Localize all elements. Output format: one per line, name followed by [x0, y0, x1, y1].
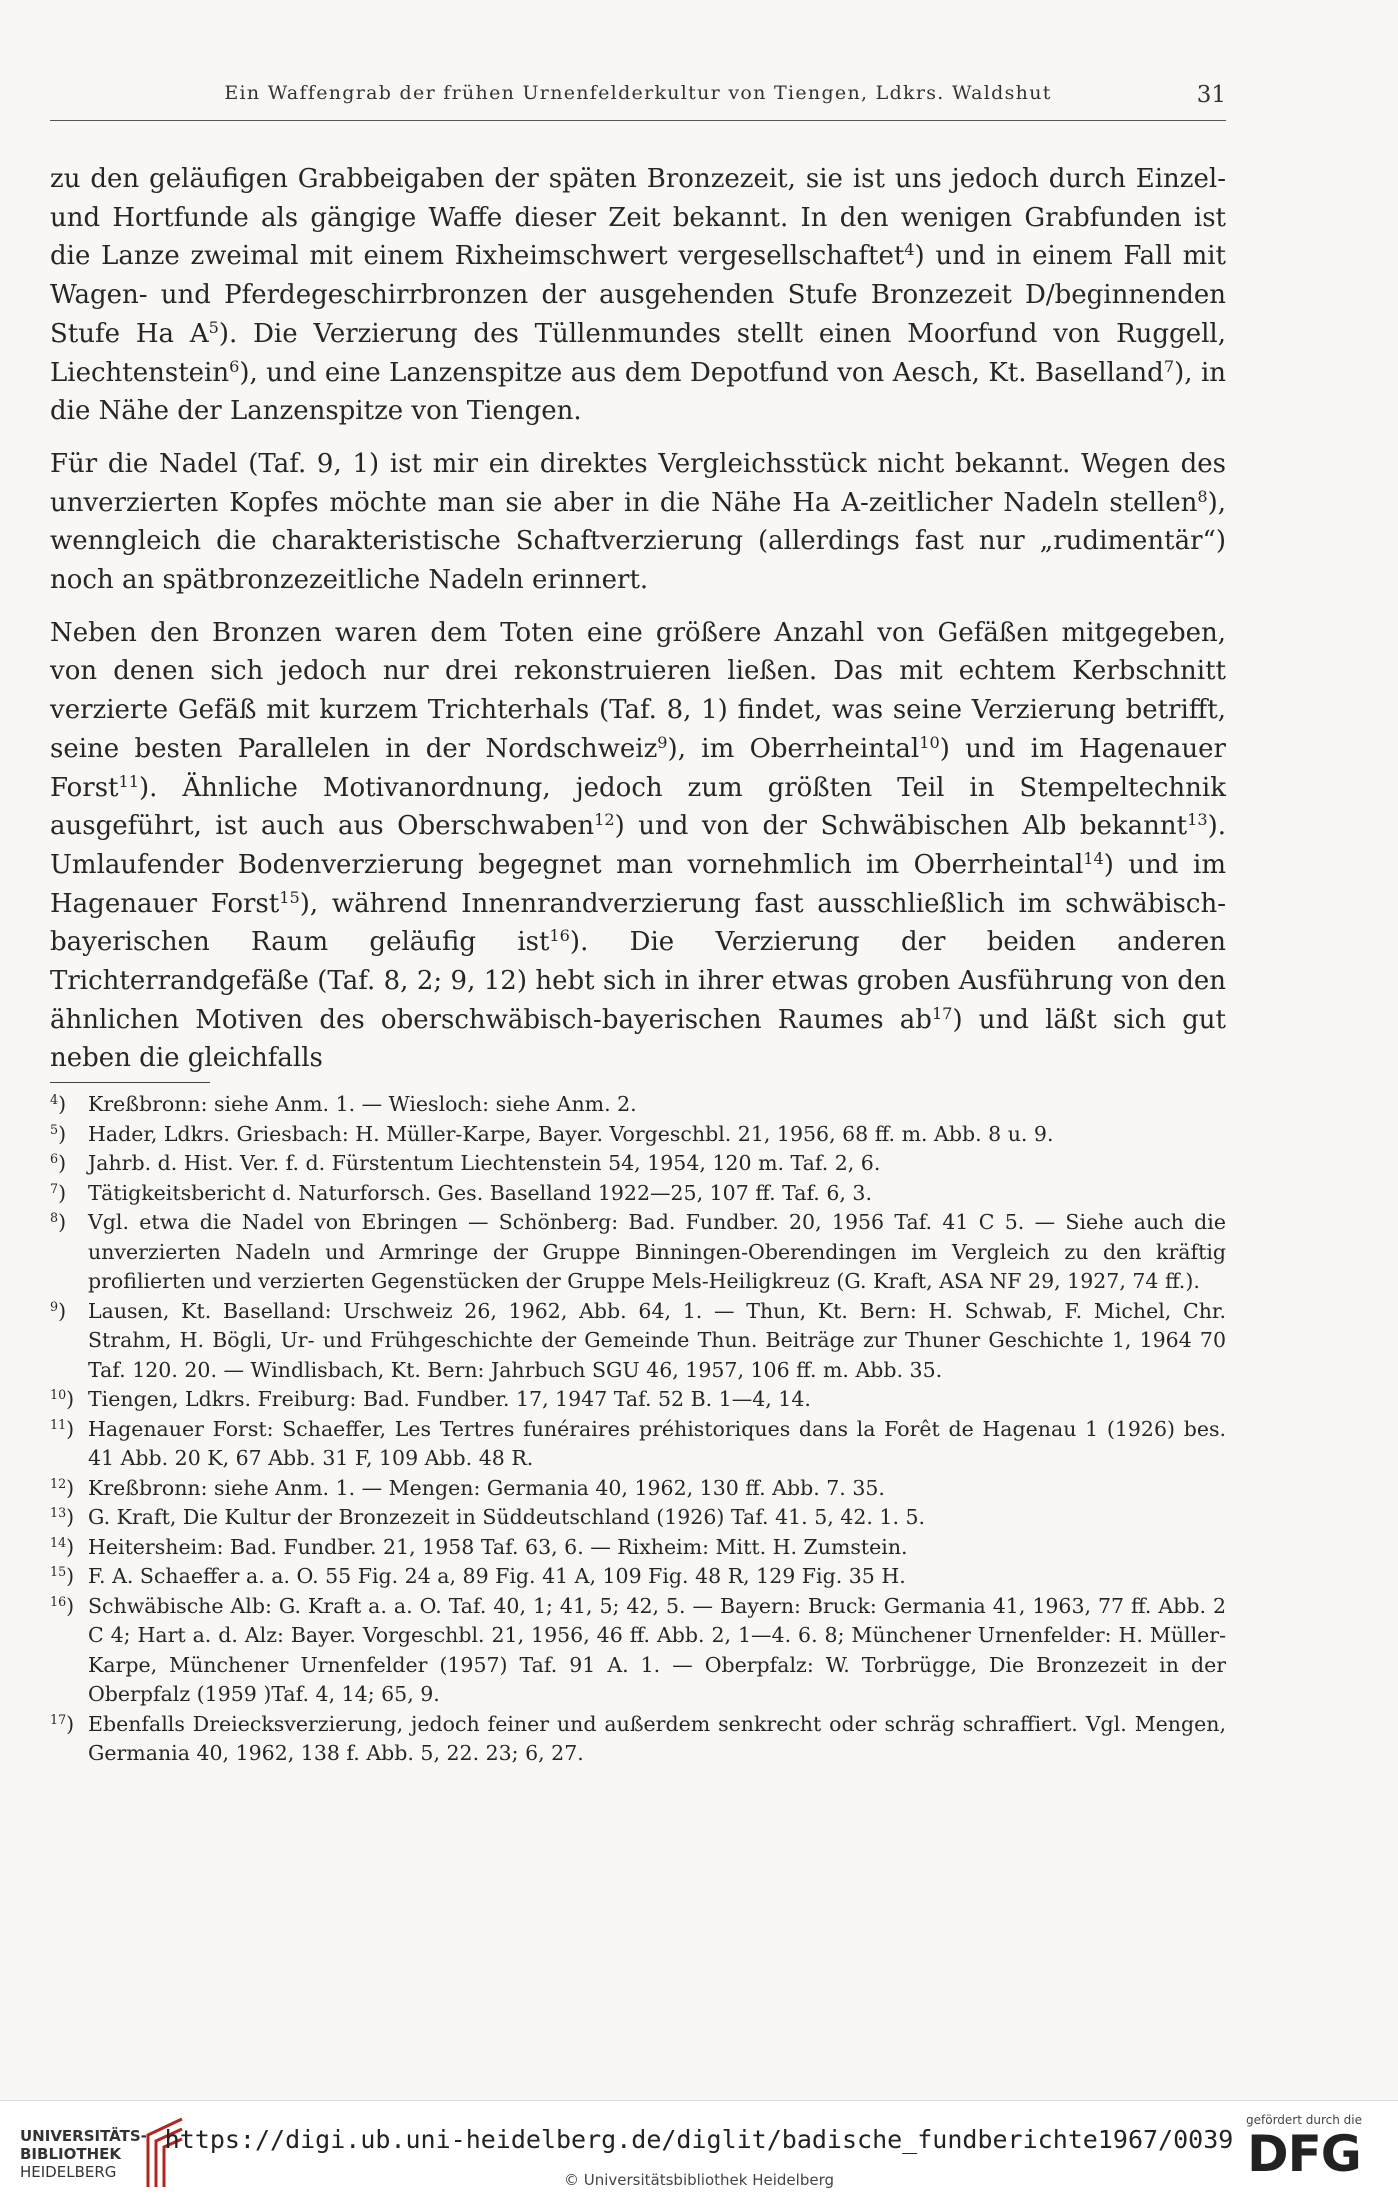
- footnote: $^5$) Hader, Ldkrs. Griesbach: H. Müller-Karpe, Bayer. Vorgeschbl. 21, 1956, 68 ff. m. Abb. 8 u. 9.: [50, 1120, 1226, 1150]
- footnote: $^4$) Kreßbronn: siehe Anm. 1. — Wiesloch: siehe Anm. 2.: [50, 1090, 1226, 1120]
- footnote-text: Tiengen, Ldkrs. Freiburg: Bad. Fundber. 17, 1947 Taf. 52 B. 1—4, 14.: [88, 1387, 811, 1411]
- footnote-text: Jahrb. d. Hist. Ver. f. d. Fürstentum Liechtenstein 54, 1954, 120 m. Taf. 2, 6.: [88, 1151, 881, 1175]
- viewer-footer: [0, 2100, 1398, 2205]
- footnote-ref[interactable]: 7: [1163, 356, 1175, 376]
- footnote-text: Tätigkeitsbericht d. Naturforsch. Ges. Baselland 1922—25, 107 ff. Taf. 6, 3.: [88, 1180, 872, 1205]
- footnote: $^{17}$) Ebenfalls Dreiecksverzierung, jedoch feiner und außerdem senkrecht oder schräg schraffiert. Vgl. Mengen, Germania 40, 1962, 138 f. Abb. 5, 22. 23; 6, 27.: [50, 1710, 1226, 1769]
- footnote-number: 4: [50, 1092, 59, 1108]
- footnote-ref[interactable]: 10: [919, 732, 940, 752]
- footnote-ref[interactable]: 9: [657, 732, 668, 752]
- permalink-url[interactable]: https://digi.ub.uni-heidelberg.de/diglit/badische_fundberichte1967/0039: [164, 2125, 1234, 2154]
- paragraph: Neben den Bronzen waren dem Toten eine größere Anzahl von Gefäßen mitgegeben, von denen sich jedoch nur drei rekonstruieren ließen. Das mit echtem Kerbschnitt verzierte Gefäß mit kurzem Trichterhals (Taf. 8, 1) findet, was seine Verzierung betrifft, seine besten Parallelen in der Nordschweiz$^9$), im Oberrheintal$^{10}$) und im Hagenauer Forst$^{11}$). Ähnliche Motivanordnung, jedoch zum größten Teil in Stempeltechnik ausgeführt, ist auch aus Oberschwaben$^{12}$) und von der Schwäbischen Alb bekannt$^{13}$). Umlaufender Bodenverzierung begegnet man vornehmlich im Oberrheintal$^{14}$) und im Hagenauer Forst$^{15}$), während Innenrandverzierung fast ausschließlich im schwäbisch-bayerischen Raum geläufig ist$^{16}$). Die Verzierung der beiden anderen Trichterrandgefäße (Taf. 8, 2; 9, 12) hebt sich in ihrer etwas groben Ausführung von den ähnlichen Motiven des oberschwäbisch-bayerischen Raumes $ab^{17}$) und läßt sich gut neben die gleichfalls: [50, 617, 1226, 1074]
- footnote-text: Hader, Ldkrs. Griesbach: H. Müller-Karpe, Bayer. Vorgeschbl. 21, 1956, 68 ff. m. Abb. 8 u. 9.: [88, 1121, 1054, 1146]
- footnote: $^9$) Lausen, Kt. Baselland: Urschweiz 26, 1962, Abb. 64, 1. — Thun, Kt. Bern: H. Schwab, F. Michel, Chr. Strahm, H. Bögli, Ur- und Frühgeschichte der Gemeinde Thun. Beiträge zur Thuner Geschichte 1, 1964 70 Taf. 120. 20. — Windlisbach, Kt. Bern: Jahrbuch SGU 46, 1957, 106 ff. m. Abb. 35.: [50, 1297, 1226, 1386]
- footnote-ref[interactable]: 11: [118, 771, 139, 791]
- footnote-text: G. Kraft, Die Kultur der Bronzezeit in Süddeutschland (1926) Taf. 41. 5, 42. 1. 5.: [88, 1505, 926, 1529]
- footnote-ref[interactable]: 12: [594, 810, 615, 830]
- footnote-ref[interactable]: 13: [1187, 810, 1208, 830]
- footnote-number: 15: [50, 1564, 67, 1580]
- footnote-text: Vgl. etwa die Nadel von Ebringen — Schönberg: Bad. Fundber. 20, 1956 Taf. 41 C 5. — Siehe auch die unverzierten Nadeln und Armringe der Gruppe Binningen-Oberendingen im Vergleich zu den kräftig profilierten und verzierten Gegenstücken der Gruppe Mels-Heiligkreuz (G. Kraft, ASA NF 29, 1927, 74 ff.).: [88, 1210, 1226, 1293]
- copyright-notice: © Universitätsbibliothek Heidelberg: [563, 2171, 834, 2189]
- footnote-number: 13: [50, 1505, 67, 1521]
- page-header: [50, 82, 1226, 120]
- footnote-ref[interactable]: 8: [1197, 486, 1208, 506]
- footnote-text: Kreßbronn: siehe Anm. 1. — Wiesloch: siehe Anm. 2.: [88, 1092, 637, 1116]
- footnote-number: 16: [50, 1593, 67, 1609]
- footnote-ref[interactable]: 14: [1083, 849, 1104, 869]
- footnote-text: Heitersheim: Bad. Fundber. 21, 1958 Taf. 63, 6. — Rixheim: Mitt. H. Zumstein.: [88, 1534, 908, 1559]
- dfg-logo: DFG: [1247, 2125, 1361, 2183]
- paragraph: zu den geläufigen Grabbeigaben der späten Bronzezeit, sie ist uns jedoch durch Einzel- und Hortfunde als gängige Waffe dieser Zeit bekannt. In den wenigen Grabfunden ist die Lanze zweimal mit einem Rixheimschwert vergesellschaftet$^4$) und in einem Fall mit Wagen- und Pferdegeschirrbronzen der ausgehenden Stufe Bronzezeit D/beginnenden Stufe Ha $A^5$). Die Verzierung des Tüllenmundes stellt einen Moorfund von Ruggell, Liechtenstein$^6$), und eine Lanzenspitze aus dem Depotfund von Aesch, Kt. Baselland$^7$), in die Nähe der Lanzenspitze von Tiengen.: [50, 164, 1227, 427]
- body-text: [50, 160, 1226, 1092]
- footnote-ref[interactable]: 15: [279, 887, 300, 907]
- footnote: $^8$) Vgl. etwa die Nadel von Ebringen — Schönberg: Bad. Fundber. 20, 1956 Taf. 41 C 5. — Siehe auch die unverzierten Nadeln und Armringe der Gruppe Binningen-Oberendingen im Vergleich zu den kräftig profilierten und verzierten Gegenstücken der Gruppe Mels-Heiligkreuz (G. Kraft, ASA NF 29, 1927, 74 ff.).: [50, 1208, 1226, 1297]
- footnote-text: F. A. Schaeffer a. a. O. 55 Fig. 24 a, 89 Fig. 41 A, 109 Fig. 48 R, 129 Fig. 35 H.: [88, 1564, 906, 1588]
- footnote-ref[interactable]: 4: [904, 240, 915, 260]
- footnote-number: 6: [50, 1151, 59, 1167]
- footnote-rule: [50, 1082, 210, 1083]
- footnote: $^{12}$) Kreßbronn: siehe Anm. 1. — Mengen: Germania 40, 1962, 130 ff. Abb. 7. 35.: [50, 1474, 1226, 1504]
- footnote-ref[interactable]: 16: [549, 926, 570, 946]
- footnote: $^{15}$) F. A. Schaeffer a. a. O. 55 Fig. 24 a, 89 Fig. 41 A, 109 Fig. 48 R, 129 Fig. 35 H.: [50, 1562, 1226, 1592]
- footnote-ref[interactable]: 17: [931, 1003, 953, 1023]
- footnote: $^7$) Tätigkeitsbericht d. Naturforsch. Ges. Baselland 1922—25, 107 ff. Taf. 6, 3.: [50, 1179, 1226, 1209]
- footnote-number: 17: [50, 1711, 67, 1727]
- footnote-number: 12: [50, 1475, 67, 1491]
- footnote: $^{10}$) Tiengen, Ldkrs. Freiburg: Bad. Fundber. 17, 1947 Taf. 52 B. 1—4, 14.: [50, 1385, 1226, 1415]
- header-rule: [50, 120, 1226, 121]
- paragraph: Für die Nadel (Taf. 9, 1) ist mir ein direktes Vergleichsstück nicht bekannt. Wegen des unverzierten Kopfes möchte man sie aber in die Nähe Ha A-zeitlicher Nadeln stellen$^8$), wenngleich die charakteristische Schaftverzierung (allerdings fast nur „rudimentär“) noch an spätbronzezeitliche Nadeln erinnert.: [50, 448, 1226, 596]
- footnote-number: 9: [50, 1298, 59, 1314]
- footnote-text: Hagenauer Forst: Schaeffer, Les Tertres funéraires préhistoriques dans la Forêt de Hagenau 1 (1926) bes. 41 Abb. 20 K, 67 Abb. 31 F, 109 Abb. 48 R.: [88, 1416, 1226, 1470]
- footnote: $^{16}$) Schwäbische Alb: G. Kraft a. a. O. Taf. 40, 1; 41, 5; 42, 5. — Bayern: Bruck: Germania 41, 1963, 77 ff. Abb. 2 C 4; Hart a. d. Alz: Bayer. Vorgeschbl. 21, 1956, 46 ff. Abb. 2, 1—4. 6. 8; Münchener Urnenfelder: H. Müller-Karpe, Münchener Urnenfelder (1957) Taf. 91 A. 1. — Oberpfalz: W. Torbrügge, Die Bronzezeit in der Oberpfalz (1959 )Taf. 4, 14; 65, 9.: [50, 1592, 1226, 1710]
- library-name: UNIVERSITÄTS- BIBLIOTHEK HEIDELBERG: [20, 2127, 147, 2181]
- footnote-text: Ebenfalls Dreiecksverzierung, jedoch feiner und außerdem senkrecht oder schräg schraffiert. Vgl. Mengen, Germania 40, 1962, 138 f. Abb. 5, 22. 23; 6, 27.: [88, 1711, 1226, 1765]
- footnotes: [50, 1090, 1226, 1769]
- funder-box: [1234, 2113, 1374, 2181]
- running-head: Ein Waffengrab der frühen Urnenfelderkultur von Tiengen, Ldkrs. Waldshut: [224, 82, 1052, 104]
- footnote: $^{13}$) G. Kraft, Die Kultur der Bronzezeit in Süddeutschland (1926) Taf. 41. 5, 42. 1. 5.: [50, 1503, 1226, 1533]
- footnote-number: 8: [50, 1210, 59, 1226]
- footnote: $^{14}$) Heitersheim: Bad. Fundber. 21, 1958 Taf. 63, 6. — Rixheim: Mitt. H. Zumstein.: [50, 1533, 1226, 1563]
- page-number: 31: [1196, 82, 1226, 108]
- footnote-number: 10: [50, 1387, 67, 1403]
- footnote-number: 11: [50, 1416, 67, 1432]
- footnote-number: 14: [50, 1534, 67, 1550]
- footnote-ref[interactable]: 6: [229, 356, 240, 376]
- footnote-text: Kreßbronn: siehe Anm. 1. — Mengen: Germania 40, 1962, 130 ff. Abb. 7. 35.: [88, 1475, 885, 1500]
- footnote-number: 5: [50, 1121, 59, 1137]
- footnote-text: Lausen, Kt. Baselland: Urschweiz 26, 1962, Abb. 64, 1. — Thun, Kt. Bern: H. Schwab, F. Michel, Chr. Strahm, H. Bögli, Ur- und Frühgeschichte der Gemeinde Thun. Beiträge zur Thuner Geschichte 1, 1964 70 Taf. 120. 20. — Windlisbach, Kt. Bern: Jahrbuch SGU 46, 1957, 106 ff. m. Abb. 35.: [88, 1298, 1226, 1382]
- footnote: $^{11}$) Hagenauer Forst: Schaeffer, Les Tertres funéraires préhistoriques dans la Forêt de Hagenau 1 (1926) bes. 41 Abb. 20 K, 67 Abb. 31 F, 109 Abb. 48 R.: [50, 1415, 1226, 1474]
- funding-note: gefördert durch die: [1246, 2113, 1362, 2127]
- footnote-number: 7: [50, 1180, 59, 1196]
- footnote: $^6$) Jahrb. d. Hist. Ver. f. d. Fürstentum Liechtenstein 54, 1954, 120 m. Taf. 2, 6.: [50, 1149, 1226, 1179]
- footnote-text: Schwäbische Alb: G. Kraft a. a. O. Taf. 40, 1; 41, 5; 42, 5. — Bayern: Bruck: Germania 41, 1963, 77 ff. Abb. 2 C 4; Hart a. d. Alz: Bayer. Vorgeschbl. 21, 1956, 46 ff. Abb. 2, 1—4. 6. 8; Münchener Urnenfelder: H. Müller-Karpe, Münchener Urnenfelder (1957) Taf. 91 A. 1. — Oberpfalz: W. Torbrügge, Die Bronzezeit in der Oberpfalz (1959 )Taf. 4, 14; 65, 9.: [88, 1593, 1226, 1706]
- footnote-ref[interactable]: 5: [208, 317, 219, 337]
